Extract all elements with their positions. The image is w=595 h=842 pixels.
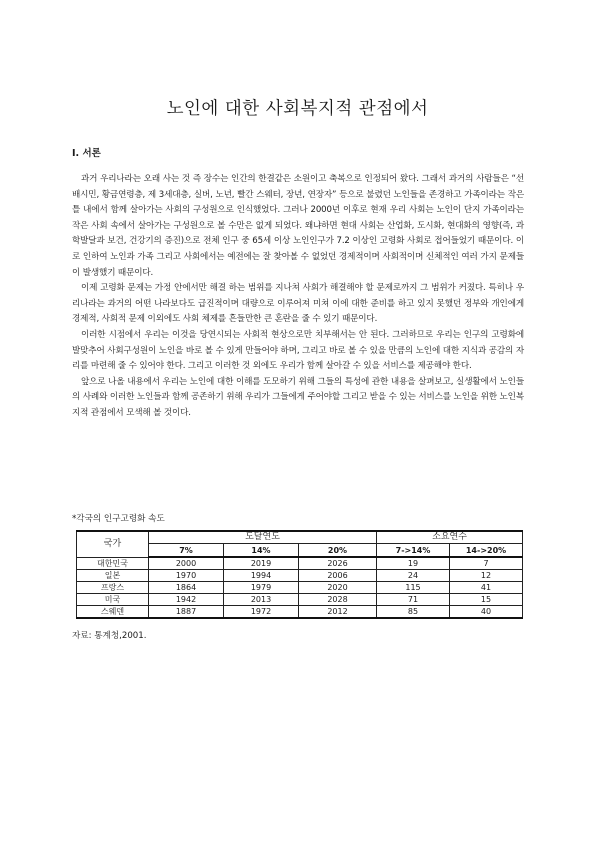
cell-year-7: 1887: [149, 606, 224, 619]
cell-country: 일본: [77, 570, 149, 582]
cell-years-14-20: 15: [450, 594, 523, 606]
cell-year-7: 2000: [149, 557, 224, 570]
paragraph: 앞으로 나올 내용에서 우리는 노인에 대한 이해를 도모하기 위해 그들의 특성에 관한 내용을 살펴보고, 실생활에서 노인들의 사례와 이러한 노인들과 함께 공존하기 위해 우리가 그들에게 주어야할 그리고 받을 수 있는 서비스를 노인을 위한 노인복지적 관점에서 모색해 볼 것이다.: [72, 376, 524, 418]
cell-year-20: 2012: [299, 606, 377, 619]
cell-year-14: 1972: [224, 606, 299, 619]
cell-years-7-14: 71: [377, 594, 450, 606]
cell-country: 스웨덴: [77, 606, 149, 619]
source-note: 자료: 통계청,2001.: [72, 631, 147, 641]
header-country: 국가: [77, 531, 149, 557]
table-row: [77, 582, 523, 594]
table-row: [77, 557, 523, 570]
cell-year-14: 2019: [224, 557, 299, 570]
table-row: [77, 594, 523, 606]
cell-year-7: 1864: [149, 582, 224, 594]
table-caption: *각국의 인구고령화 속도: [72, 514, 165, 524]
cell-years-14-20: 40: [450, 606, 523, 619]
cell-years-14-20: 41: [450, 582, 523, 594]
cell-year-20: 2020: [299, 582, 377, 594]
aging-speed-table: [76, 530, 523, 619]
body-text: [72, 172, 524, 422]
cell-year-14: 2013: [224, 594, 299, 606]
cell-year-14: 1994: [224, 570, 299, 582]
cell-year-20: 2026: [299, 557, 377, 570]
cell-years-7-14: 19: [377, 557, 450, 570]
cell-country: 미국: [77, 594, 149, 606]
cell-year-20: 2006: [299, 570, 377, 582]
paragraph: 이제 고령화 문제는 가정 안에서만 해결 하는 범위를 지나쳐 사회가 해결해야 할 문제로까지 그 범위가 커졌다. 특히나 우리나라는 과거의 어떤 나라보다도 급진적이며 대량으로 이루어져 미쳐 이에 대한 준비를 하고 있지 못했던 정부와 개인에게 경제적, 사회적 문제 이외에도 사회 체제를 흔들만한 큰 혼란을 줄 수 있기 때문이다.: [72, 283, 524, 325]
cell-year-14: 1979: [224, 582, 299, 594]
table-row: [77, 606, 523, 619]
section-heading: I. 서론: [72, 148, 101, 159]
cell-year-7: 1942: [149, 594, 224, 606]
paragraph: 과거 우리나라는 오래 사는 것 즉 장수는 인간의 한결같은 소원이고 축복으로 인정되어 왔다. 그래서 과거의 사람들은 “선배시민, 황금연령층, 제 3세대층, 실버, 노년, 빨간 스웨터, 장년, 연장자” 등으로 불렸던 노인들을 존경하고 가족이라는 작은 틀 내에서 함께 살아가는 사회의 구성원으로 인식했었다. 그러나 2000년 이후로 현재 우리 사회는 노인이 단지 가족이라는 작은 사회 속에서 살아가는 구성원으로 볼 수만은 없게 되었다. 왜냐하면 현대 사회는 산업화, 도시화, 현대화의 영향(즉, 과학발달과 보건, 건강기의 증진)으로 전체 인구 중 65세 이상 노인인구가 7.2 이상인 고령화 사회로 접어들었기 때문이다. 이로 인하여 노인과 가족 그리고 사회에서는 예전에는 잘 찾아볼 수 없었던 경제적이며 사회적이며 신체적인 여러 가지 문제들이 발생했기 때문이다.: [72, 174, 524, 278]
paragraph: 이러한 시점에서 우리는 이것을 당연시되는 사회적 현상으로만 치부해서는 안 된다. 그러하므로 우리는 인구의 고령화에 발맞추어 사회구성원이 노인을 바로 볼 수 있게 만들어야 하며, 그리고 바로 볼 수 있을 만큼의 노인에 대한 지식과 공감의 자리를 마련해 줄 수 있어야 한다. 그리고 이러한 것 외에도 우리가 함께 살아갈 수 있을 서비스를 제공해야 한다.: [72, 329, 524, 372]
header-years-taken: 소요연수: [377, 531, 523, 544]
subheader-7-14: 7->14%: [377, 544, 450, 558]
cell-years-7-14: 24: [377, 570, 450, 582]
subheader-7: 7%: [149, 544, 224, 558]
cell-year-7: 1970: [149, 570, 224, 582]
cell-years-7-14: 85: [377, 606, 450, 619]
cell-year-20: 2028: [299, 594, 377, 606]
table-row: [77, 570, 523, 582]
subheader-14: 14%: [224, 544, 299, 558]
cell-country: 대한민국: [77, 557, 149, 570]
header-arrival-year: 도달연도: [149, 531, 377, 544]
cell-country: 프랑스: [77, 582, 149, 594]
cell-years-7-14: 115: [377, 582, 450, 594]
document-title: 노인에 대한 사회복지적 관점에서: [166, 99, 429, 119]
subheader-14-20: 14->20%: [450, 544, 523, 558]
cell-years-14-20: 12: [450, 570, 523, 582]
subheader-20: 20%: [299, 544, 377, 558]
cell-years-14-20: 7: [450, 557, 523, 570]
